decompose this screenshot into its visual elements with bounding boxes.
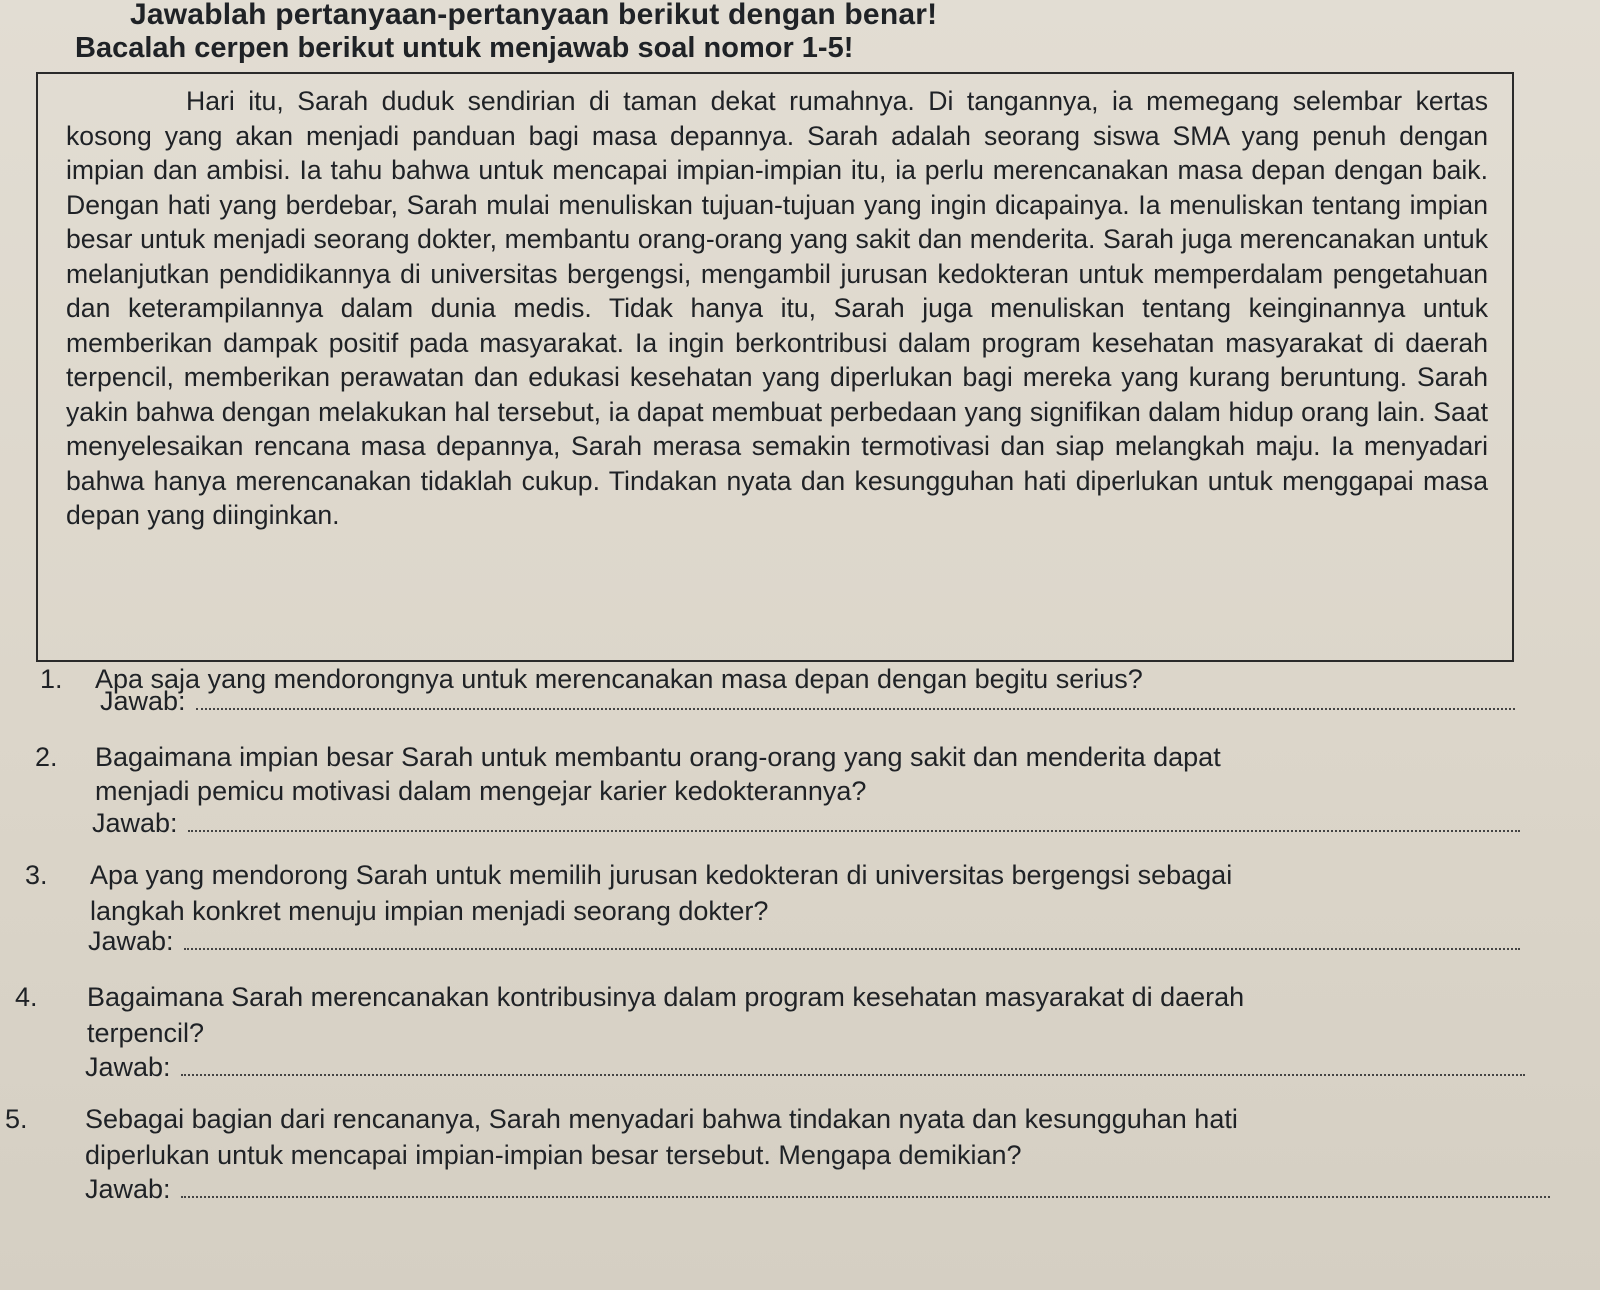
question-text-line: Bagaimana impian besar Sarah untuk membantu orang-orang yang sakit dan menderita dapat: [95, 742, 1221, 772]
question-text-line: Apa yang mendorong Sarah untuk memilih jurusan kedokteran di universitas bergengsi sebagai: [90, 860, 1233, 890]
story-box: [36, 72, 1514, 662]
story-text: Hari itu, Sarah duduk sendirian di taman dekat rumahnya. Di tangannya, ia memegang selembar kertas kosong yang akan menjadi panduan bagi masa depannya. Sarah adalah seorang siswa SMA yang penuh dengan impian dan ambisi. Ia tahu bahwa untuk mencapai impian-impian itu, ia perlu merencanakan masa depan dengan baik. Dengan hati yang berdebar, Sarah mulai menuliskan tujuan-tujuan yang ingin dicapainya. Ia menuliskan tentang impian besar untuk menjadi seorang dokter, membantu orang-orang yang sakit dan menderita. Sarah juga merencanakan untuk melanjutkan pendidikannya di universitas bergengsi, mengambil jurusan kedokteran untuk memperdalam pengetahuan dan keterampilannya dalam dunia medis. Tidak hanya itu, Sarah juga menuliskan tentang keinginannya untuk memberikan dampak positif pada masyarakat. Ia ingin berkontribusi dalam program kesehatan masyarakat di daerah terpencil, memberikan perawatan dan edukasi kesehatan yang diperlukan bagi mereka yang kurang beruntung. Sarah yakin bahwa dengan melakukan hal tersebut, ia dapat membuat perbedaan yang signifikan dalam hidup orang lain. Saat menyelesaikan rencana masa depannya, Sarah merasa semakin termotivasi dan siap melangkah maju. Ia menyadari bahwa hanya merencanakan tidaklah cukup. Tindakan nyata dan kesungguhan hati diperlukan untuk menggapai masa depan yang diinginkan.: [66, 86, 1488, 530]
question-text-line: terpencil?: [87, 1018, 205, 1048]
answer-label: Jawab:: [88, 926, 174, 956]
worksheet-title: Jawablah pertanyaan-pertanyaan berikut dengan benar!: [130, 0, 938, 31]
answer-label: Jawab:: [85, 1052, 171, 1082]
question-number: 4.: [15, 982, 38, 1012]
answer-line[interactable]: [181, 1176, 1550, 1198]
reading-instruction: Bacalah cerpen berikut untuk menjawab soal nomor 1-5!: [75, 32, 854, 64]
answer-label: Jawab:: [85, 1174, 171, 1204]
question-text-line: Apa saja yang mendorongnya untuk merencanakan masa depan dengan begitu serius?: [95, 664, 1143, 694]
question-text-line: Sebagai bagian dari rencananya, Sarah menyadari bahwa tindakan nyata dan kesungguhan hati: [85, 1104, 1238, 1134]
question-number: 1.: [40, 664, 63, 694]
answer-row-5[interactable]: [85, 1174, 1550, 1205]
answer-line[interactable]: [184, 928, 1520, 950]
answer-label: Jawab:: [92, 808, 178, 838]
answer-line[interactable]: [196, 688, 1515, 710]
answer-row-1[interactable]: [100, 686, 1515, 717]
answer-row-4[interactable]: [85, 1052, 1525, 1083]
answer-row-2[interactable]: [92, 808, 1520, 839]
answer-label: Jawab:: [100, 686, 186, 716]
question-text-line: Bagaimana Sarah merencanakan kontribusinya dalam program kesehatan masyarakat di daerah: [87, 982, 1245, 1012]
question-text-line: diperlukan untuk mencapai impian-impian besar tersebut. Mengapa demikian?: [85, 1140, 1022, 1170]
answer-line[interactable]: [181, 1054, 1525, 1076]
answer-line[interactable]: [188, 810, 1520, 832]
answer-row-3[interactable]: [88, 926, 1520, 957]
question-number: 5.: [5, 1104, 28, 1134]
question-number: 3.: [25, 860, 48, 890]
question-number: 2.: [35, 742, 58, 772]
question-text-line: menjadi pemicu motivasi dalam mengejar karier kedokterannya?: [95, 776, 867, 806]
question-text-line: langkah konkret menuju impian menjadi seorang dokter?: [90, 896, 769, 926]
